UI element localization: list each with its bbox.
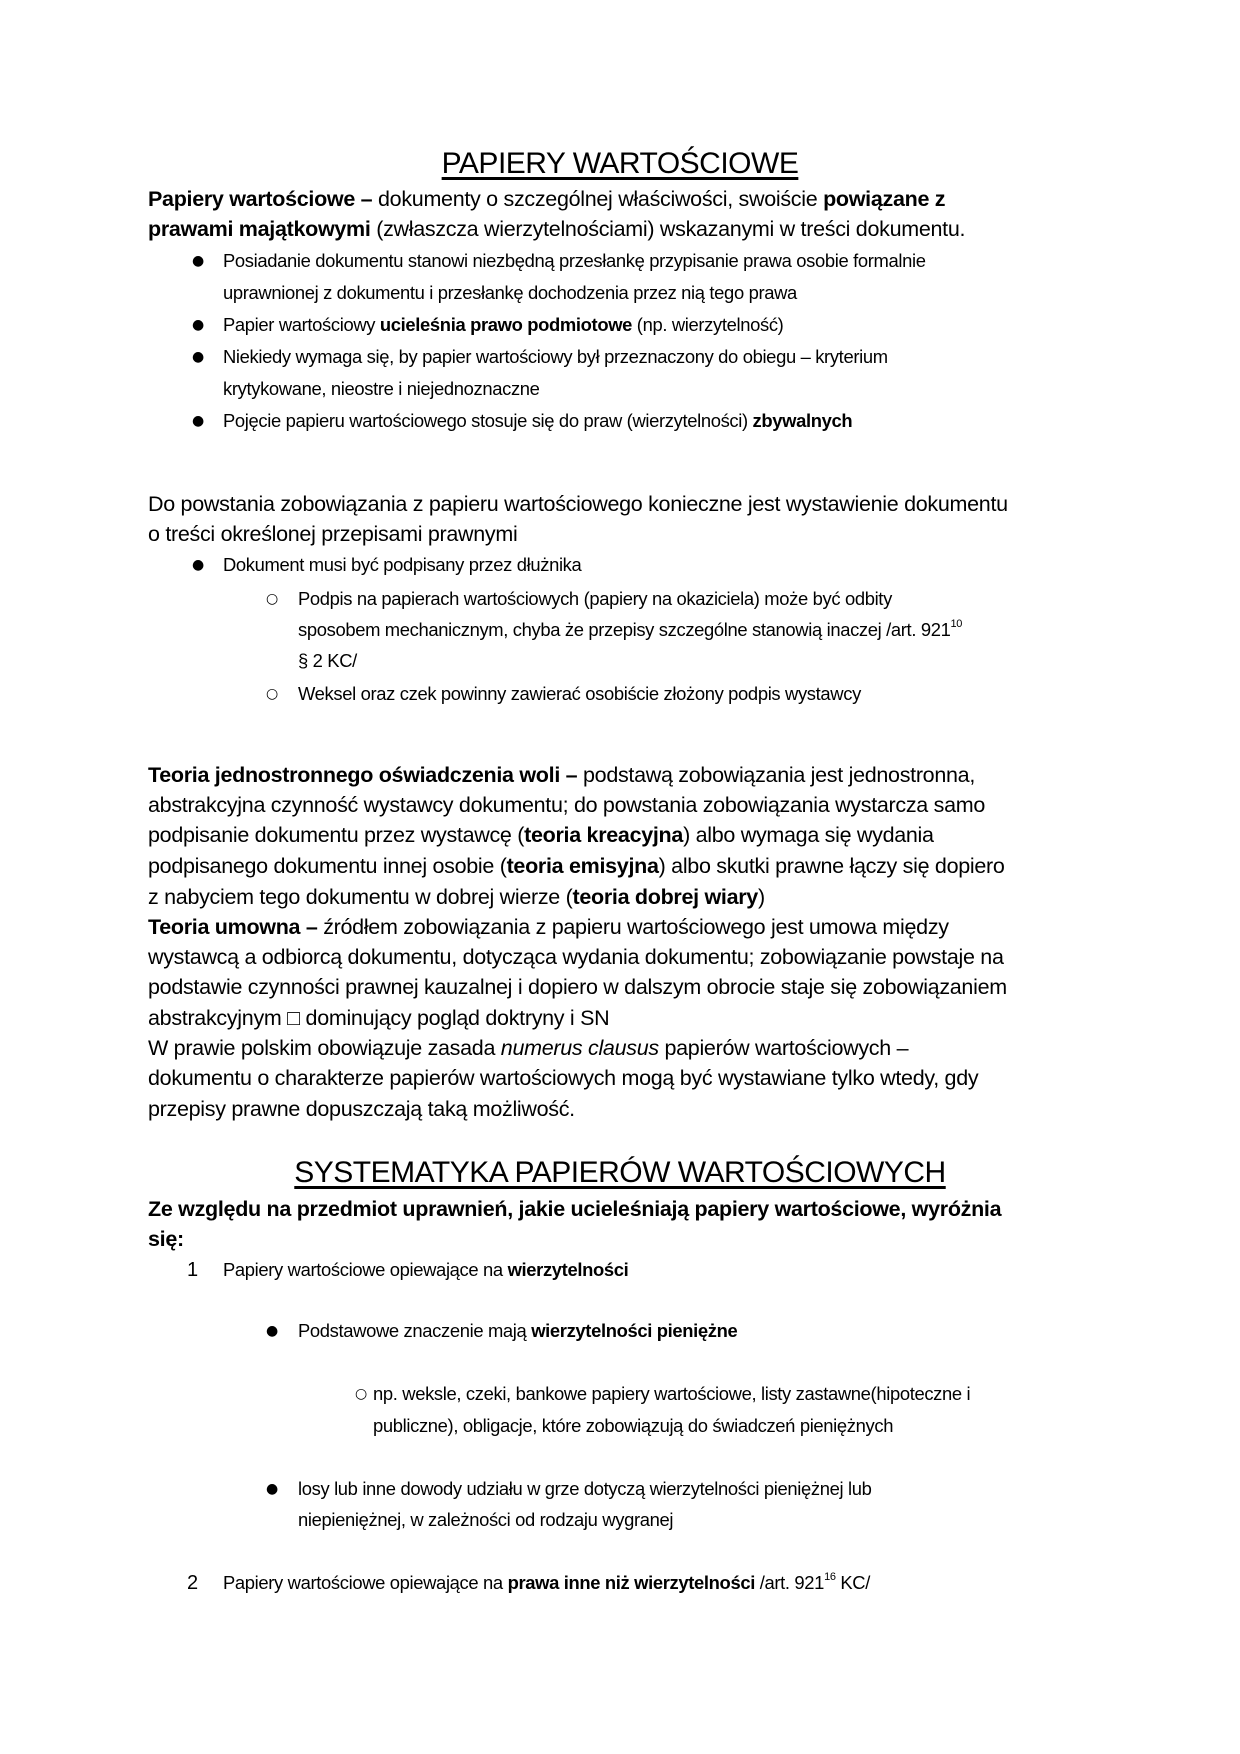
bullet-icon: ● bbox=[266, 1323, 279, 1339]
hollow-bullet-icon: ○ bbox=[266, 686, 279, 702]
bullet-icon: ● bbox=[192, 253, 205, 269]
text: podstawie czynności prawnej kauzalnej i dopiero w dalszym obrocie staje się zobowiązaniem bbox=[148, 975, 1007, 999]
text-line bbox=[148, 972, 1007, 1002]
section-heading bbox=[0, 149, 1240, 179]
text-line bbox=[223, 550, 581, 580]
text: dokumenty o szczególnej właściwości, swoiście bbox=[372, 187, 824, 211]
text-line bbox=[148, 519, 517, 549]
bold-text: Teoria umowna – bbox=[148, 915, 318, 939]
text-line bbox=[298, 1316, 737, 1346]
text-line bbox=[223, 278, 797, 308]
bold-text: prawami majątkowymi bbox=[148, 217, 371, 241]
text-line bbox=[223, 1568, 870, 1598]
text-line bbox=[148, 882, 765, 912]
text: SYSTEMATYKA PAPIERÓW WARTOŚCIOWYCH bbox=[294, 1156, 946, 1189]
text-line bbox=[148, 820, 934, 850]
text-line bbox=[148, 760, 975, 790]
bullet-icon: ● bbox=[192, 317, 205, 333]
text: uprawnionej z dokumentu i przesłankę dochodzenia przez nią tego prawa bbox=[223, 282, 797, 303]
text: wystawcą a odbiorcą dokumentu, dotycząca wydania dokumentu; zobowiązanie powstaje na bbox=[148, 945, 1004, 969]
text-line bbox=[373, 1411, 893, 1441]
bold-text: ucieleśnia prawo podmiotowe bbox=[379, 314, 633, 335]
text-line bbox=[148, 489, 1008, 519]
text: ) albo wymaga się wydania bbox=[683, 823, 934, 847]
text-line bbox=[223, 246, 926, 276]
text: Pojęcie papieru wartościowego stosuje się do praw (wierzytelności) bbox=[223, 410, 753, 431]
bold-text: wierzytelności bbox=[507, 1259, 629, 1280]
text: W prawie polskim obowiązuje zasada bbox=[148, 1036, 501, 1060]
superscript: 16 bbox=[824, 1571, 836, 1583]
text-line bbox=[298, 679, 861, 709]
text-line bbox=[298, 646, 357, 676]
text: podpisanie dokumentu przez wystawcę ( bbox=[148, 823, 525, 847]
text: sposobem mechanicznym, chyba że przepisy szczególne stanowią inaczej /art. 921 bbox=[298, 619, 951, 640]
bold-text: teoria dobrej wiary bbox=[572, 885, 758, 909]
bold-text: powiązane z bbox=[823, 187, 946, 211]
text-line bbox=[223, 342, 888, 372]
text-line bbox=[298, 1474, 872, 1504]
hollow-bullet-icon: ○ bbox=[355, 1386, 368, 1402]
text: abstrakcyjnym □ dominujący pogląd doktryny i SN bbox=[148, 1006, 610, 1030]
text: Posiadanie dokumentu stanowi niezbędną przesłankę przypisanie prawa osobie formalnie bbox=[223, 250, 926, 271]
bold-text: się: bbox=[148, 1227, 184, 1251]
text: publiczne), obligacje, które zobowiązują do świadczeń pieniężnych bbox=[373, 1415, 894, 1436]
text: /art. 921 bbox=[754, 1572, 825, 1593]
bold-text: teoria kreacyjna bbox=[524, 823, 684, 847]
text-line bbox=[223, 406, 852, 436]
text: krytykowane, nieostre i niejednoznaczne bbox=[223, 378, 540, 399]
text-line bbox=[148, 1094, 575, 1124]
text-line bbox=[373, 1379, 970, 1409]
text: Dokument musi być podpisany przez dłużnika bbox=[223, 554, 582, 575]
bold-text: Ze względu na przedmiot uprawnień, jakie ucieleśniają papiery wartościowe, wyróżnia bbox=[148, 1197, 1002, 1221]
text: Papiery wartościowe opiewające na bbox=[223, 1259, 508, 1280]
text: papierów wartościowych – bbox=[658, 1036, 909, 1060]
text-line bbox=[148, 1003, 609, 1033]
text-line bbox=[148, 942, 1004, 972]
text-line bbox=[223, 310, 783, 340]
superscript: 10 bbox=[950, 618, 963, 630]
text-line bbox=[148, 1063, 978, 1093]
text: podpisanego dokumentu innej osobie ( bbox=[148, 854, 507, 878]
text-line bbox=[298, 584, 892, 614]
text: § 2 KC/ bbox=[298, 650, 357, 671]
bullet-icon: ● bbox=[266, 1481, 279, 1497]
text-line bbox=[148, 1224, 184, 1254]
text-line bbox=[148, 1033, 908, 1063]
text: Niekiedy wymaga się, by papier wartościowy był przeznaczony do obiegu – kryterium bbox=[223, 346, 888, 367]
text: (zwłaszcza wierzytelnościami) wskazanymi w treści dokumentu. bbox=[370, 217, 966, 241]
text-line bbox=[148, 184, 945, 214]
text: Podpis na papierach wartościowych (papiery na okaziciela) może być odbity bbox=[298, 588, 892, 609]
text: KC/ bbox=[835, 1572, 870, 1593]
text: np. weksle, czeki, bankowe papiery wartościowe, listy zastawne(hipoteczne i bbox=[373, 1383, 971, 1404]
bullet-icon: ● bbox=[192, 349, 205, 365]
text-line bbox=[148, 790, 985, 820]
text-line bbox=[148, 851, 1005, 881]
bullet-icon: ● bbox=[192, 413, 205, 429]
text-line bbox=[298, 615, 962, 645]
bold-text: teoria emisyjna bbox=[506, 854, 659, 878]
text: źródłem zobowiązania z papieru wartościowego jest umowa między bbox=[317, 915, 949, 939]
text: o treści określonej przepisami prawnymi bbox=[148, 522, 518, 546]
text-line bbox=[223, 374, 540, 404]
bold-text: zbywalnych bbox=[752, 410, 853, 431]
list-number: 2 bbox=[187, 1572, 199, 1594]
text: (np. wierzytelność) bbox=[632, 314, 784, 335]
text: dokumentu o charakterze papierów wartościowych mogą być wystawiane tylko wtedy, gdy bbox=[148, 1066, 979, 1090]
section-heading bbox=[0, 1158, 1240, 1188]
text-line bbox=[148, 214, 965, 244]
text: niepieniężnej, w zależności od rodzaju wygranej bbox=[298, 1509, 674, 1530]
text: Do powstania zobowiązania z papieru wartościowego konieczne jest wystawienie dokumentu bbox=[148, 492, 1008, 516]
text: podstawą zobowiązania jest jednostronna, bbox=[577, 763, 975, 787]
bold-text: prawa inne niż wierzytelności bbox=[507, 1572, 755, 1593]
bold-text: Teoria jednostronnego oświadczenia woli – bbox=[148, 763, 578, 787]
text: losy lub inne dowody udziału w grze dotyczą wierzytelności pieniężnej lub bbox=[298, 1478, 872, 1499]
hollow-bullet-icon: ○ bbox=[266, 591, 279, 607]
text: PAPIERY WARTOŚCIOWE bbox=[441, 147, 799, 180]
text-line bbox=[223, 1255, 628, 1285]
text: abstrakcyjna czynność wystawcy dokumentu; do powstania zobowiązania wystarcza samo bbox=[148, 793, 985, 817]
text: z nabyciem tego dokumentu w dobrej wierze ( bbox=[148, 885, 573, 909]
text: Podstawowe znaczenie mają bbox=[298, 1320, 532, 1341]
text: Papiery wartościowe opiewające na bbox=[223, 1572, 508, 1593]
bold-text: Papiery wartościowe – bbox=[148, 187, 373, 211]
text: ) bbox=[757, 885, 765, 909]
text-line bbox=[148, 1194, 1001, 1224]
list-number: 1 bbox=[187, 1259, 199, 1281]
text: przepisy prawne dopuszczają taką możliwość. bbox=[148, 1097, 575, 1121]
text: Papier wartościowy bbox=[223, 314, 380, 335]
text-line bbox=[148, 912, 949, 942]
italic-text: numerus clausus bbox=[500, 1036, 659, 1060]
text: ) albo skutki prawne łączy się dopiero bbox=[658, 854, 1005, 878]
text: Weksel oraz czek powinny zawierać osobiście złożony podpis wystawcy bbox=[298, 683, 861, 704]
bold-text: wierzytelności pieniężne bbox=[531, 1320, 738, 1341]
bullet-icon: ● bbox=[192, 557, 205, 573]
text-line bbox=[298, 1505, 673, 1535]
